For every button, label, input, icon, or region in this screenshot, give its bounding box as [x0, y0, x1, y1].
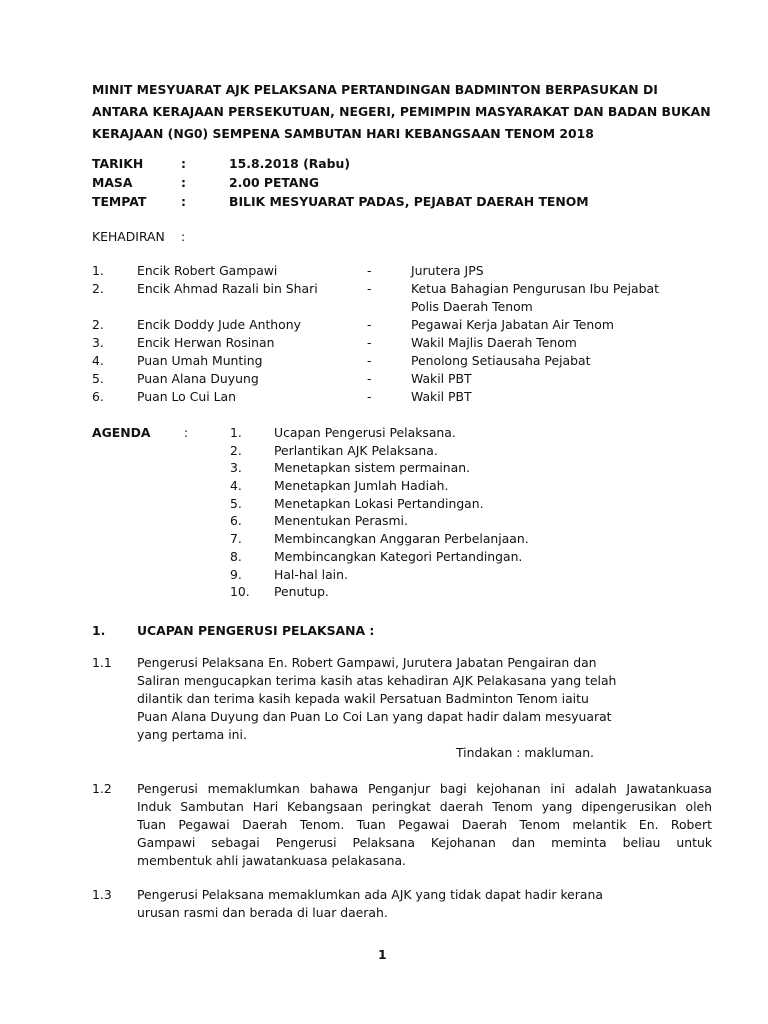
attendee-name: Encik Herwan Rosinan [137, 335, 275, 350]
attendee-role: Jurutera JPS [411, 263, 484, 278]
attendee-role: Wakil PBT [411, 371, 472, 386]
action-note: Tindakan : makluman. [456, 745, 594, 760]
document-title [92, 79, 711, 145]
meta-label: TEMPAT [92, 194, 147, 209]
meta-colon: : [181, 156, 186, 171]
agenda-item-text: Menentukan Perasmi. [274, 513, 408, 529]
meta-label: MASA [92, 175, 133, 190]
meta-row-tarikh [92, 155, 652, 174]
attendee-name: Puan Umah Munting [137, 353, 263, 368]
agenda-item-number: 1. [230, 425, 242, 440]
agenda-item [230, 512, 630, 530]
agenda-item-text: Menetapkan sistem permainan. [274, 460, 470, 476]
attendee-number: 4. [92, 353, 104, 368]
attendee-number: 2. [92, 281, 104, 296]
paragraph-line: Saliran mengucapkan terima kasih atas kehadiran AJK Pelakasana yang telah [137, 673, 617, 688]
agenda-colon: : [184, 425, 189, 440]
paragraph-line: Pengerusi Pelaksana memaklumkan ada AJK yang tidak dapat hadir kerana [137, 887, 603, 902]
agenda-item-text: Menetapkan Jumlah Hadiah. [274, 478, 449, 494]
agenda-item [230, 583, 630, 601]
agenda-item-number: 3. [230, 460, 242, 476]
agenda-item [230, 495, 630, 513]
meta-row-tempat [92, 193, 652, 212]
attendee-role-line: Polis Daerah Tenom [411, 299, 533, 314]
meta-label: TARIKH [92, 156, 144, 171]
attendee-name: Puan Lo Cui Lan [137, 389, 236, 404]
attendee-dash: - [367, 353, 372, 368]
agenda-item [230, 566, 630, 584]
agenda-item [230, 548, 630, 566]
attendance-heading [92, 228, 186, 246]
attendee-dash: - [367, 281, 372, 296]
agenda-item [230, 530, 630, 548]
attendee-dash: - [367, 317, 372, 332]
agenda-item-number: 5. [230, 495, 242, 511]
agenda-list [230, 424, 630, 601]
attendee-row [92, 388, 712, 406]
agenda-item-text: Hal-hal lain. [274, 566, 348, 582]
agenda-item-number: 8. [230, 548, 242, 564]
section-number: 1. [92, 623, 106, 638]
paragraph-line: urusan rasmi dan berada di luar daerah. [137, 905, 388, 920]
attendee-dash: - [367, 263, 372, 278]
attendee-name: Encik Doddy Jude Anthony [137, 317, 301, 332]
attendee-dash: - [367, 335, 372, 350]
paragraph-line: Gampawi sebagai Pengerusi Pelaksana Kejohanan dan meminta beliau untuk [137, 835, 712, 850]
attendee-role: Wakil PBT [411, 389, 472, 404]
agenda-item [230, 442, 630, 460]
agenda-item-text: Penutup. [274, 584, 329, 600]
attendee-name: Puan Alana Duyung [137, 371, 259, 386]
meta-colon: : [181, 175, 186, 190]
attendee-role-line: Ketua Bahagian Pengurusan Ibu Pejabat [411, 281, 659, 296]
section-heading [92, 622, 375, 640]
paragraph-line: Pengerusi Pelaksana En. Robert Gampawi, Jurutera Jabatan Pengairan dan [137, 655, 597, 670]
paragraph-number: 1.2 [92, 781, 112, 796]
meta-value: BILIK MESYUARAT PADAS, PEJABAT DAERAH TENOM [229, 194, 589, 209]
agenda-item-number: 6. [230, 513, 242, 529]
attendee-row [92, 370, 712, 388]
agenda-item-number: 10. [230, 584, 250, 600]
title-line: ANTARA KERAJAAN PERSEKUTUAN, NEGERI, PEMIMPIN MASYARAKAT DAN BADAN BUKAN [92, 104, 711, 119]
attendee-dash: - [367, 371, 372, 386]
attendee-list [92, 262, 712, 406]
title-line: KERAJAAN (NG0) SEMPENA SAMBUTAN HARI KEBANGSAAN TENOM 2018 [92, 126, 594, 141]
agenda-item-text: Ucapan Pengerusi Pelaksana. [274, 425, 456, 440]
attendee-role: Wakil Majlis Daerah Tenom [411, 335, 577, 350]
attendee-row [92, 280, 712, 316]
agenda-item-text: Membincangkan Kategori Pertandingan. [274, 548, 523, 564]
title-line: MINIT MESYUARAT AJK PELAKSANA PERTANDINGAN BADMINTON BERPASUKAN DI [92, 82, 658, 97]
agenda-item [230, 424, 630, 442]
meeting-details [92, 155, 652, 212]
meta-row-masa [92, 174, 652, 193]
attendee-row [92, 334, 712, 352]
paragraph-line: Induk Sambutan Hari Kebangsaan peringkat daerah Tenom yang dipengerusikan oleh [137, 799, 712, 814]
agenda-item-number: 2. [230, 442, 242, 458]
attendee-row [92, 352, 712, 370]
paragraph-body [137, 886, 712, 922]
meta-value: 2.00 PETANG [229, 175, 320, 190]
attendee-number: 2. [92, 317, 104, 332]
attendee-number: 6. [92, 389, 104, 404]
attendee-number: 3. [92, 335, 104, 350]
attendee-name: Encik Ahmad Razali bin Shari [137, 281, 318, 296]
section-title: UCAPAN PENGERUSI PELAKSANA : [137, 623, 375, 638]
attendee-dash: - [367, 389, 372, 404]
agenda-item-text: Perlantikan AJK Pelaksana. [274, 442, 438, 458]
agenda-label: AGENDA [92, 425, 151, 440]
agenda-item-text: Menetapkan Lokasi Pertandingan. [274, 495, 484, 511]
agenda-item-number: 9. [230, 566, 242, 582]
agenda-item [230, 477, 630, 495]
paragraph-line: Puan Alana Duyung dan Puan Lo Coi Lan yang dapat hadir dalam mesyuarat [137, 709, 612, 724]
paragraph-number: 1.3 [92, 887, 112, 902]
agenda-item [230, 459, 630, 477]
agenda-item-number: 7. [230, 531, 242, 547]
attendance-colon: : [181, 229, 186, 244]
paragraph-line: membentuk ahli jawatankuasa pelakasana. [137, 853, 406, 868]
paragraph-body [137, 654, 712, 744]
attendee-row [92, 262, 712, 280]
attendee-name: Encik Robert Gampawi [137, 263, 278, 278]
agenda-item-text: Membincangkan Anggaran Perbelanjaan. [274, 531, 529, 547]
attendee-role: Penolong Setiausaha Pejabat [411, 353, 591, 368]
paragraph-body [137, 780, 712, 870]
paragraph-line: Pengerusi memaklumkan bahawa Penganjur bagi kejohanan ini adalah Jawatankuasa [137, 781, 712, 796]
paragraph-number: 1.1 [92, 655, 112, 670]
paragraph-line: yang pertama ini. [137, 727, 247, 742]
attendee-role: Pegawai Kerja Jabatan Air Tenom [411, 317, 614, 332]
attendee-row [92, 316, 712, 334]
meta-value: 15.8.2018 (Rabu) [229, 156, 350, 171]
meta-colon: : [181, 194, 186, 209]
attendee-role [411, 280, 711, 316]
agenda-item-number: 4. [230, 478, 242, 494]
paragraph-line: Tuan Pegawai Daerah Tenom. Tuan Pegawai Daerah Tenom melantik En. Robert [137, 817, 712, 832]
attendance-label: KEHADIRAN [92, 229, 165, 244]
page-number: 1 [378, 947, 387, 962]
attendee-number: 1. [92, 263, 104, 278]
paragraph-line: dilantik dan terima kasih kepada wakil Persatuan Badminton Tenom iaitu [137, 691, 589, 706]
attendee-number: 5. [92, 371, 104, 386]
